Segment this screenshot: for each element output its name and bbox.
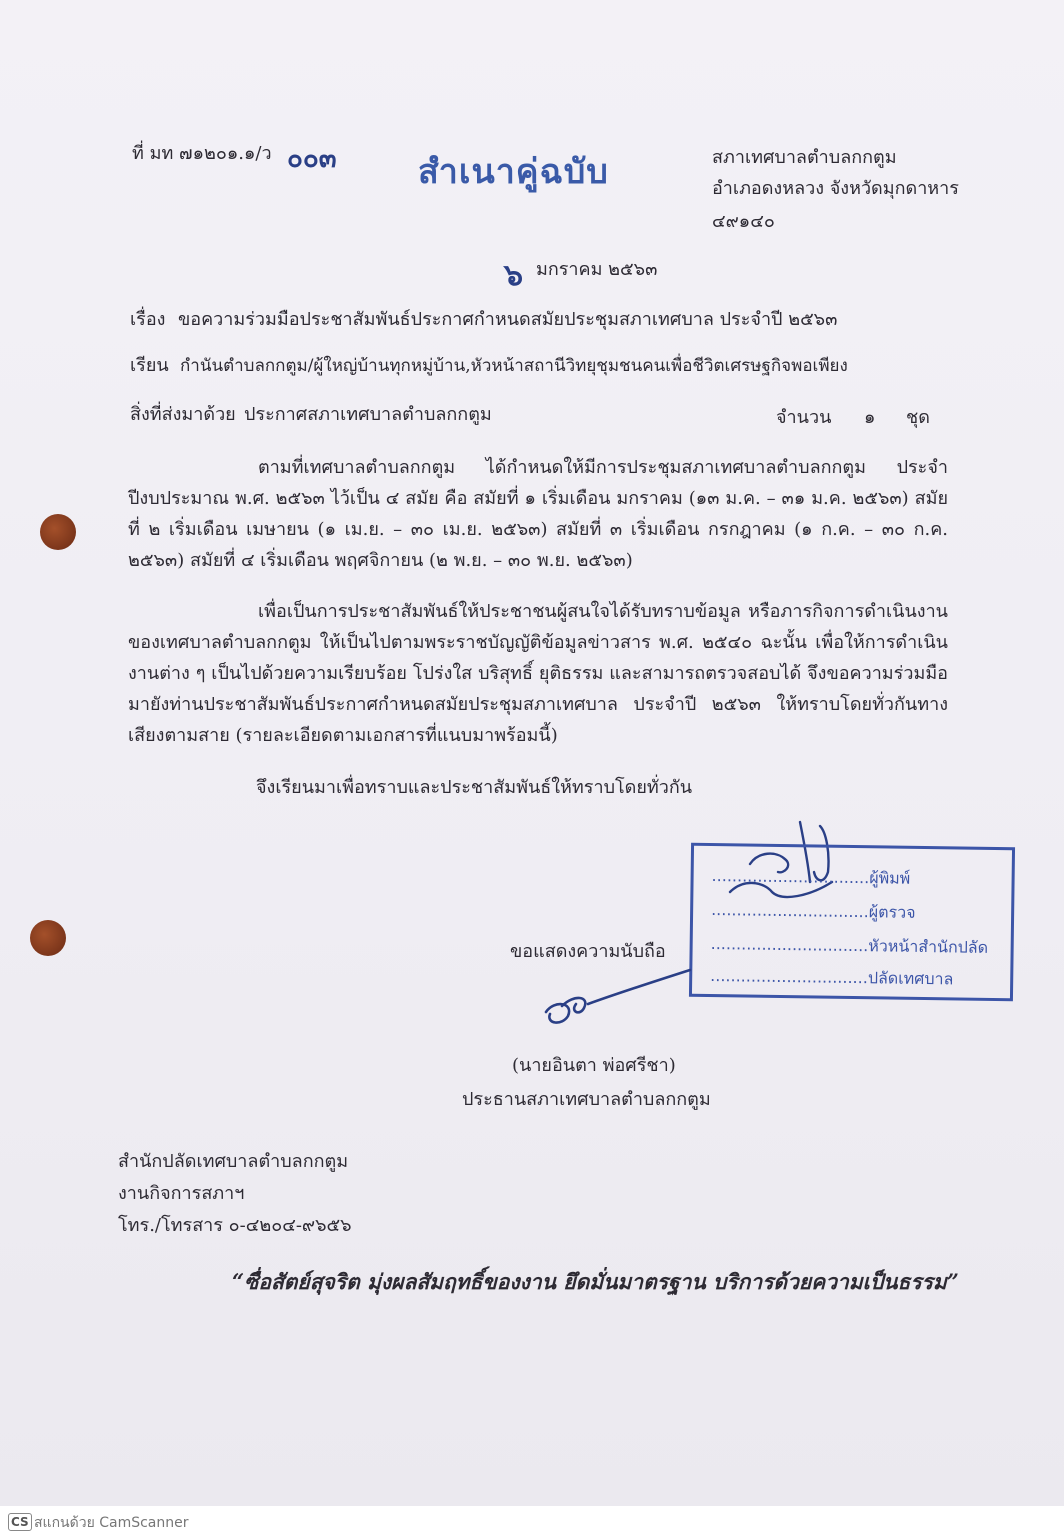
copy-stamp: สำเนาคู่ฉบับ xyxy=(418,152,609,192)
camscanner-logo-icon: CS xyxy=(8,1513,32,1531)
stamp-clerk-label: ปลัดเทศบาล xyxy=(867,968,954,989)
stamp-row-typist xyxy=(711,864,910,892)
enclosure-qty: ๑ xyxy=(864,407,876,428)
enclosure-text: ประกาศสภาเทศบาลตำบลกกตูม xyxy=(244,404,492,425)
stamp-head-office-label: หัวหน้าสำนักปลัด xyxy=(868,936,989,957)
signer-title: ประธานสภาเทศบาลตำบลกกตูม xyxy=(462,1089,711,1110)
date-month-year: มกราคม ๒๕๖๓ xyxy=(536,259,658,280)
signer-name: (นายอินตา พ่อศรีชา) xyxy=(512,1055,676,1076)
body-paragraph-1-text: ตามที่เทศบาลตำบลกกตูม ได้กำหนดให้มีการประชุมสภาเทศบาลตำบลกกตูม ประจำปีงบประมาณ พ.ศ. ๒๕๖๓ ไว้เป็น ๔ สมัย คือ สมัยที่ ๑ เริ่มเดือน มกราคม (๑๓ ม.ค. – ๓๑ ม.ค. ๒๕๖๓) สมัยที่ ๒ เริ่มเดือน เมษายน (๑ เม.ย. – ๓๐ เม.ย. ๒๕๖๓) สมัยที่ ๓ เริ่มเดือน กรกฎาคม (๑ ก.ค. – ๓๐ ก.ค. ๒๕๖๓) สมัยที่ ๔ เริ่มเดือน พฤศจิกายน (๒ พ.ย. – ๓๐ พ.ย. ๒๕๖๓) xyxy=(128,457,948,571)
stamp-row-head-office xyxy=(710,932,988,961)
stamp-typist-label: ผู้พิมพ์ xyxy=(869,868,911,888)
reference-number: ที่ มท ๗๑๒๐๑.๑/ว xyxy=(132,143,272,164)
stamp-row-checker xyxy=(711,898,916,926)
subject-text: ขอความร่วมมือประชาสัมพันธ์ประกาศกำหนดสมัยประชุมสภาเทศบาล ประจำปี ๒๕๖๓ xyxy=(178,309,838,330)
body-paragraph-1 xyxy=(128,452,948,576)
enclosure-unit: ชุด xyxy=(906,407,930,428)
motto: “ซื่อสัตย์สุจริต มุ่งผลสัมฤทธิ์ของงาน ยึดมั่นมาตรฐาน บริการด้วยความเป็นธรรม” xyxy=(232,1269,959,1294)
scanner-footer xyxy=(0,1506,1064,1538)
office-name: สำนักปลัดเทศบาลตำบลกกตูม xyxy=(118,1151,349,1172)
office-division: งานกิจการสภาฯ xyxy=(118,1183,245,1204)
camscanner-watermark: สแกนด้วย CamScanner xyxy=(34,1515,189,1531)
stamp-dots-3: ............................... xyxy=(710,934,869,956)
body-paragraph-2 xyxy=(128,596,948,751)
punch-hole-bottom xyxy=(30,920,66,956)
punch-hole-top xyxy=(40,514,76,550)
date-day-handwritten: ๖ xyxy=(504,258,524,293)
stamp-checker-label: ผู้ตรวจ xyxy=(868,902,916,922)
org-address: อำเภอดงหลวง จังหวัดมุกดาหาร xyxy=(712,178,959,199)
closing-line: จึงเรียนมาเพื่อทราบและประชาสัมพันธ์ให้ทราบโดยทั่วกัน xyxy=(256,777,693,798)
enclosure-qty-label: จำนวน xyxy=(776,407,832,428)
stamp-dots-2: ............................... xyxy=(711,900,869,922)
body-paragraph-2-text: เพื่อเป็นการประชาสัมพันธ์ให้ประชาชนผู้สนใจได้รับทราบข้อมูล หรือภารกิจการดำเนินงานของเทศบาลตำบลกกตูม ให้เป็นไปตามพระราชบัญญัติข้อมูลข่าวสาร พ.ศ. ๒๕๔๐ ฉะนั้น เพื่อให้การดำเนินงานต่าง ๆ เป็นไปด้วยความเรียบร้อย โปร่งใส บริสุทธิ์ ยุติธรรม และสามารถตรวจสอบได้ จึงขอความร่วมมือมายังท่านประชาสัมพันธ์ประกาศกำหนดสมัยประชุมสภาเทศบาล ประจำปี ๒๕๖๓ ให้ทราบโดยทั่วกันทางเสียงตามสาย (รายละเอียดตามเอกสารที่แนบมาพร้อมนี้) xyxy=(128,601,948,746)
office-phone: โทร./โทรสาร ๐-๔๒๐๔-๙๖๕๖ xyxy=(118,1215,352,1236)
enclosure-label: สิ่งที่ส่งมาด้วย xyxy=(130,404,236,425)
reference-handwritten: ๐๐๓ xyxy=(287,144,337,174)
stamp-dots-4: ............................... xyxy=(710,966,869,988)
stamp-row-clerk xyxy=(710,964,953,992)
review-stamp xyxy=(689,843,1015,1002)
regards-text: ขอแสดงความนับถือ xyxy=(510,941,666,962)
org-name: สภาเทศบาลตำบลกกตูม xyxy=(712,147,897,168)
org-postcode: ๔๙๑๔๐ xyxy=(712,211,775,232)
subject-label: เรื่อง xyxy=(130,309,166,330)
signature-handwriting xyxy=(540,966,700,1036)
recipient-label: เรียน xyxy=(130,355,169,376)
recipient-text: กำนันตำบลกกตูม/ผู้ใหญ่บ้านทุกหมู่บ้าน,หัวหน้าสถานีวิทยุชุมชนคนเพื่อชีวิตเศรษฐกิจพอเพียง xyxy=(180,356,848,376)
stamp-dots-1: ............................... xyxy=(711,866,870,888)
